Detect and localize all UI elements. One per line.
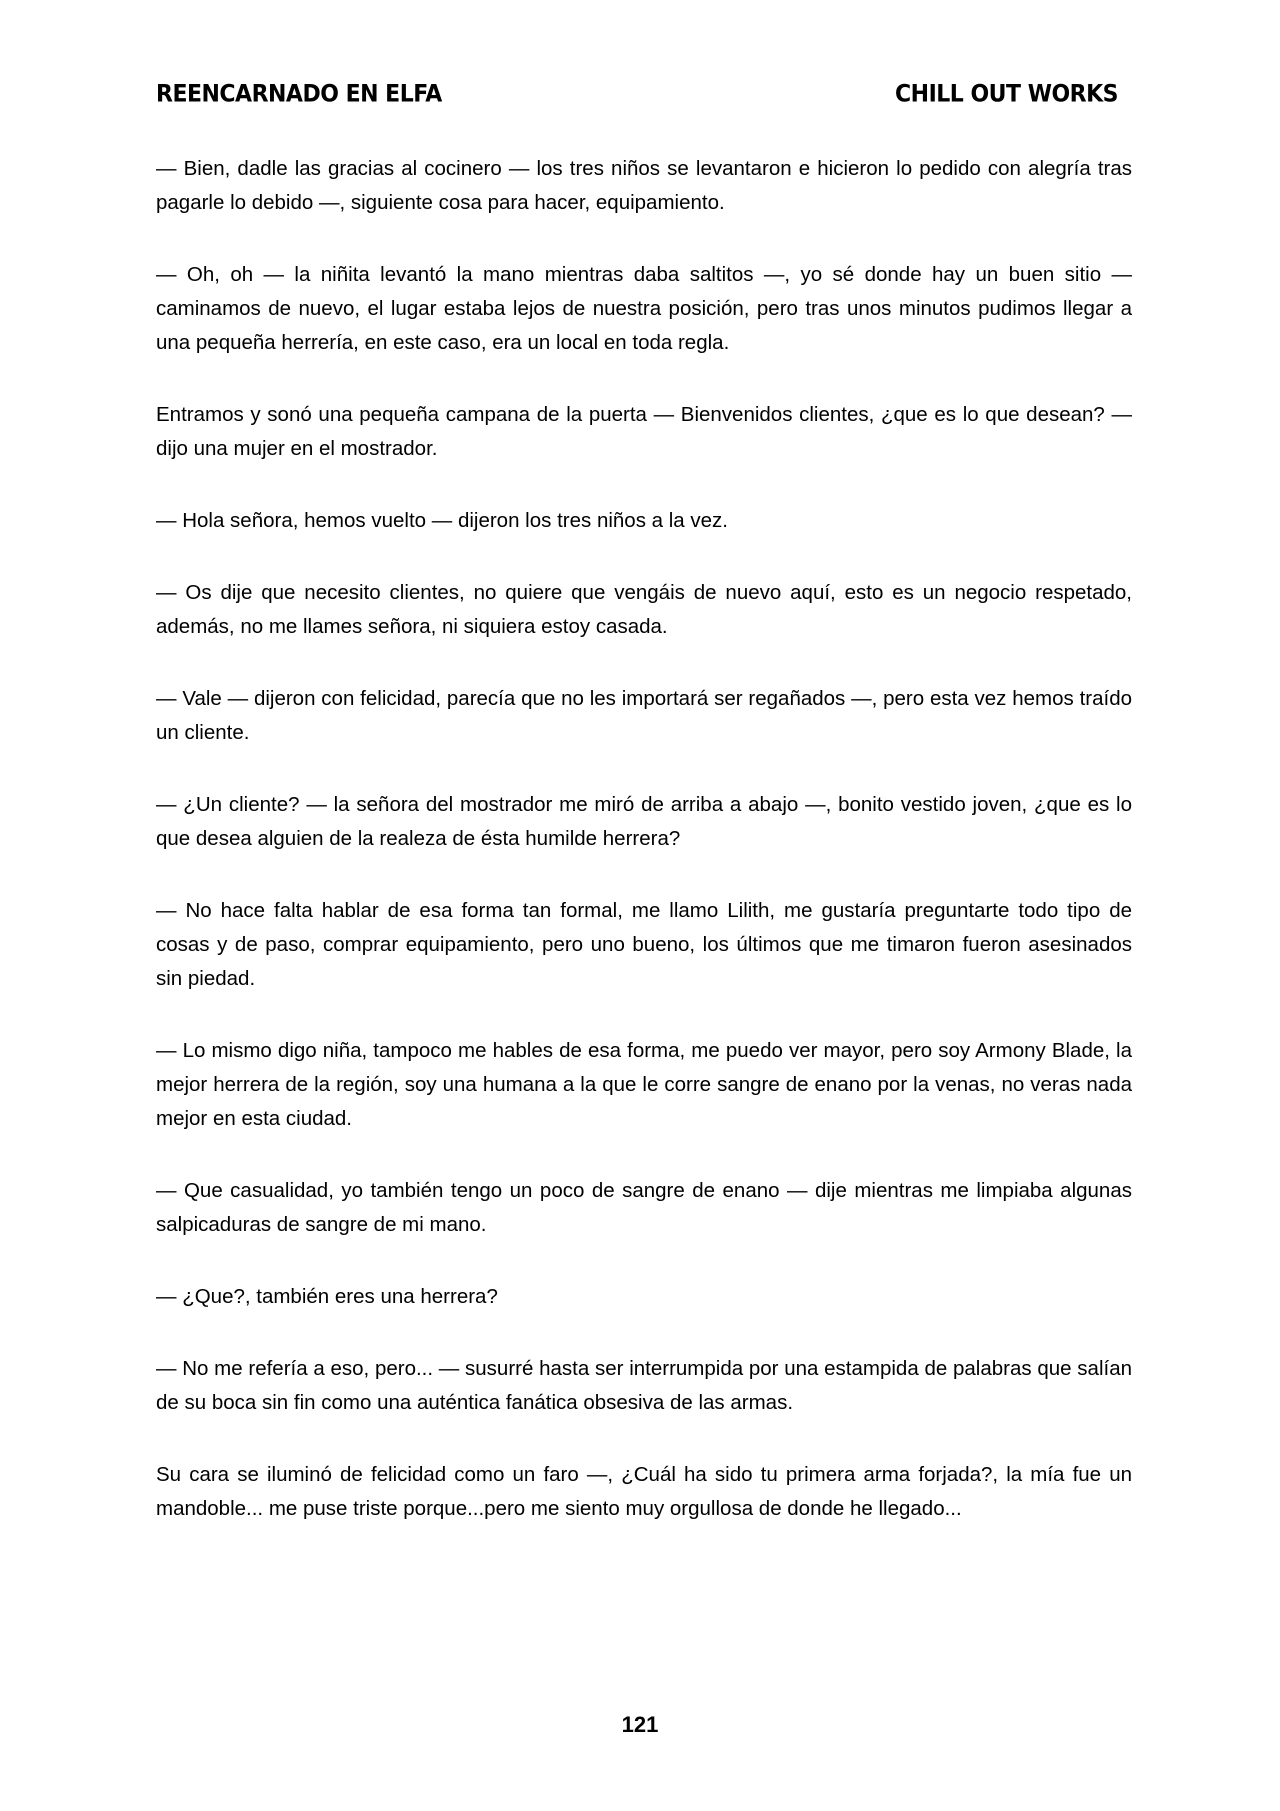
paragraph: — Os dije que necesito clientes, no quiere que vengáis de nuevo aquí, esto es un negocio respetado, además, no me llames señora, ni siquiera estoy casada. <box>156 581 1132 638</box>
paragraph: — Lo mismo digo niña, tampoco me hables de esa forma, me puedo ver mayor, pero soy Armony Blade, la mejor herrera de la región, soy una humana a la que le corre sangre de enano por la venas, no veras nada mejor en esta ciudad. <box>156 1039 1132 1130</box>
paragraph: — Que casualidad, yo también tengo un poco de sangre de enano — dije mientras me limpiaba algunas salpicaduras de sangre de mi mano. <box>156 1179 1132 1236</box>
paragraph: — Hola señora, hemos vuelto — dijeron los tres niños a la vez. <box>156 509 728 532</box>
paragraph: — No hace falta hablar de esa forma tan formal, me llamo Lilith, me gustaría preguntarte todo tipo de cosas y de paso, comprar equipamiento, pero uno bueno, los últimos que me timaron fueron asesinados sin piedad. <box>156 899 1132 990</box>
header-book-title: REENCARNADO EN ELFA <box>156 80 442 108</box>
paragraph: Entramos y sonó una pequeña campana de la puerta — Bienvenidos clientes, ¿que es lo que desean? — dijo una mujer en el mostrador. <box>156 403 1132 460</box>
paragraph: — ¿Que?, también eres una herrera? <box>156 1285 498 1308</box>
paragraph: — No me refería a eso, pero... — susurré hasta ser interrumpida por una estampida de palabras que salían de su boca sin fin como una auténtica fanática obsesiva de las armas. <box>156 1357 1132 1414</box>
page-number: 121 <box>621 1712 659 1737</box>
paragraph: — Oh, oh — la niñita levantó la mano mientras daba saltitos —, yo sé donde hay un buen sitio — caminamos de nuevo, el lugar estaba lejos de nuestra posición, pero tras unos minutos pudimos llegar a una pequeña herrería, en este caso, era un local en toda regla. <box>156 263 1132 354</box>
paragraph: Su cara se iluminó de felicidad como un faro —, ¿Cuál ha sido tu primera arma forjada?, la mía fue un mandoble... me puse triste porque...pero me siento muy orgullosa de donde he llegado... <box>156 1463 1132 1520</box>
paragraph: — ¿Un cliente? — la señora del mostrador me miró de arriba a abajo —, bonito vestido joven, ¿que es lo que desea alguien de la realeza de ésta humilde herrera? <box>156 793 1132 850</box>
paragraph: — Bien, dadle las gracias al cocinero — los tres niños se levantaron e hicieron lo pedido con alegría tras pagarle lo debido —, siguiente cosa para hacer, equipamiento. <box>156 157 1132 214</box>
paragraph: — Vale — dijeron con felicidad, parecía que no les importará ser regañados —, pero esta vez hemos traído un cliente. <box>156 687 1132 744</box>
running-header <box>156 72 1118 115</box>
body-text <box>156 152 1132 1564</box>
header-publisher: CHILL OUT WORKS <box>895 80 1118 108</box>
